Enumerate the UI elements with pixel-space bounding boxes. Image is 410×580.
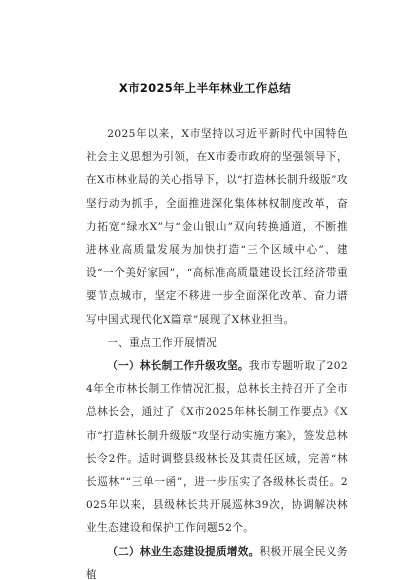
item-heading-1: （一）林长制工作升级攻坚。 [107, 360, 249, 373]
item-paragraph-1 [86, 355, 348, 541]
item-text-1: 我市专题听取了2024年全市林长制工作情况汇报，总林长主持召开了全市总林长会，通过了《X市2025年林长制工作要点》《X市“打造林长制升级版”攻坚行动实施方案》，签发总林长令2件。适时调整县级林长及其责任区域，完善“林长巡林”“三单一函”，进一步压实了各级林长责任。2025年以来，县级林长共开展巡林39次，协调解决林业生态建设和保护工作问题52个。 [86, 360, 348, 535]
document-title: X市2025年上半年林业工作总结 [118, 81, 292, 95]
item-heading-2: （二）林业生态建设提质增效。 [107, 545, 260, 558]
intro-paragraph: 2025年以来，X市坚持以习近平新时代中国特色社会主义思想为引领，在X市委市政府的坚强领导下，在X市林业局的关心指导下，以“打造林长制升级版”攻坚行动为抓手，全面推进深化集体林权制度改革，奋力拓宽“绿水X”与“金山银山”双向转换通道，不断推进林业高质量发展为加快打造“三个区域中心”、建设“一个美好家园”，“高标准高质量建设长江经济带重要节点城市，坚定不移进一步全面深化改革、奋力谱写中国式现代化X篇章”展现了X林业担当。 [86, 128, 348, 326]
document-body [86, 123, 348, 580]
item-paragraph-2 [86, 541, 348, 580]
item-text-2: 积极开展全民义务植 [86, 545, 348, 580]
section-heading-1: 一、重点工作开展情况 [107, 336, 218, 349]
